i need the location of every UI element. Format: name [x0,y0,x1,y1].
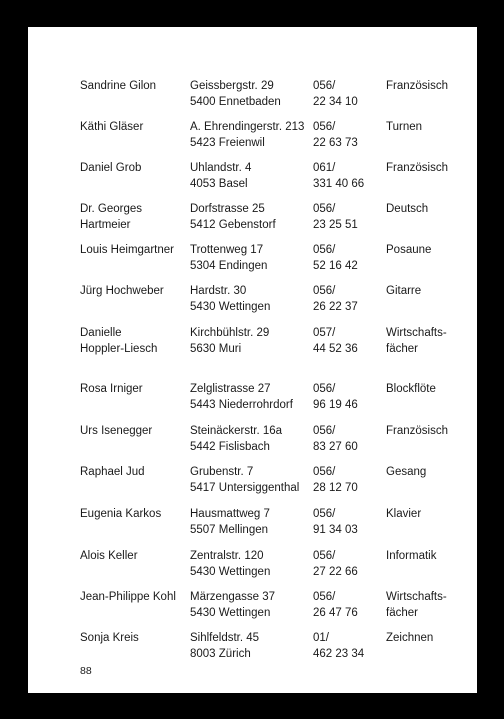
address-city: 5417 Untersiggenthal [190,482,300,494]
phone-number: 26 47 76 [313,607,358,619]
address-street: Dorfstrasse 25 [190,203,265,215]
entry-phone [313,160,364,192]
address-city: 4053 Basel [190,178,248,190]
entry-address [190,325,269,357]
entry-phone [313,201,358,233]
subject-line: Französisch [386,80,448,92]
address-city: 5507 Mellingen [190,524,269,536]
name-line: Alois Keller [80,550,138,562]
entry-address [190,78,281,110]
phone-area-code: 056/ [313,466,336,478]
address-city: 5630 Muri [190,343,242,355]
address-city: 5430 Wettingen [190,301,271,313]
entry-address [190,119,304,151]
phone-area-code: 056/ [313,425,336,437]
phone-area-code: 056/ [313,508,336,520]
entry-subject [386,630,433,646]
subject-line: Posaune [386,244,432,256]
address-street: A. Ehrendingerstr. 213 [190,121,305,133]
entry-address [190,381,293,413]
phone-area-code: 056/ [313,550,336,562]
entry-phone [313,325,358,357]
entry-name [80,548,138,564]
name-line: Danielle [80,327,122,339]
entry-name [80,506,161,522]
entry-phone [313,548,358,580]
name-line: Jean-Philippe Kohl [80,591,176,603]
phone-number: 91 34 03 [313,524,358,536]
subject-line: Deutsch [386,203,429,215]
entry-name [80,283,164,299]
entry-address [190,201,276,233]
entry-phone [313,381,358,413]
address-street: Geissbergstr. 29 [190,80,274,92]
phone-area-code: 056/ [313,80,336,92]
name-line: Daniel Grob [80,162,142,174]
address-street: Hardstr. 30 [190,285,247,297]
entry-name [80,242,174,258]
address-street: Märzengasse 37 [190,591,276,603]
entry-subject [386,119,422,135]
entry-name [80,589,176,605]
subject-line: fächer [386,343,418,355]
phone-number: 26 22 37 [313,301,358,313]
entry-name [80,201,142,233]
address-street: Grubenstr. 7 [190,466,254,478]
name-line: Jürg Hochweber [80,285,164,297]
entry-phone [313,423,358,455]
address-street: Kirchbühlstr. 29 [190,327,270,339]
subject-line: Informatik [386,550,437,562]
entry-name [80,423,152,439]
entry-subject [386,78,448,94]
phone-number: 52 16 42 [313,260,358,272]
phone-area-code: 061/ [313,162,336,174]
entry-address [190,589,275,621]
address-city: 5400 Ennetbaden [190,96,281,108]
name-line: Käthi Gläser [80,121,144,133]
phone-area-code: 056/ [313,121,336,133]
subject-line: Wirtschafts- [386,327,447,339]
phone-number: 96 19 46 [313,399,358,411]
phone-number: 28 12 70 [313,482,358,494]
name-line: Sandrine Gilon [80,80,157,92]
entry-phone [313,464,358,496]
entry-address [190,283,270,315]
entry-subject [386,242,431,258]
page-number: 88 [80,665,92,677]
address-street: Steinäckerstr. 16a [190,425,283,437]
entry-subject [386,423,448,439]
entry-subject [386,381,436,397]
entry-name [80,630,139,646]
entry-subject [386,548,437,564]
name-line: Rosa Irniger [80,383,143,395]
phone-area-code: 056/ [313,383,336,395]
phone-area-code: 056/ [313,244,336,256]
entry-phone [313,119,358,151]
address-city: 5442 Fislisbach [190,441,270,453]
address-street: Zentralstr. 120 [190,550,264,562]
phone-area-code: 056/ [313,591,336,603]
entry-phone [313,506,358,538]
phone-area-code: 056/ [313,285,336,297]
phone-number: 22 34 10 [313,96,358,108]
entry-name [80,464,145,480]
address-street: Sihlfeldstr. 45 [190,632,260,644]
address-city: 5412 Gebenstorf [190,219,276,231]
subject-line: Französisch [386,425,448,437]
phone-number: 462 23 34 [313,648,365,660]
entry-subject [386,464,426,480]
entry-name [80,78,156,94]
phone-area-code: 056/ [313,203,336,215]
entry-address [190,464,299,496]
phone-number: 22 63 73 [313,137,358,149]
entry-phone [313,242,358,274]
entry-subject [386,506,421,522]
address-city: 5430 Wettingen [190,566,271,578]
address-street: Hausmattweg 7 [190,508,270,520]
entry-name [80,119,143,135]
entry-address [190,506,270,538]
subject-line: Wirtschafts- [386,591,447,603]
phone-number: 44 52 36 [313,343,358,355]
address-city: 5430 Wettingen [190,607,271,619]
name-line: Eugenia Karkos [80,508,162,520]
phone-number: 27 22 66 [313,566,358,578]
entry-address [190,548,270,580]
entry-address [190,423,282,455]
address-city: 5304 Endingen [190,260,268,272]
entry-phone [313,630,364,662]
address-street: Uhlandstr. 4 [190,162,252,174]
subject-line: Gitarre [386,285,422,297]
phone-number: 331 40 66 [313,178,365,190]
entry-name [80,160,141,176]
name-line: Urs Isenegger [80,425,153,437]
phone-area-code: 01/ [313,632,329,644]
name-line: Dr. Georges [80,203,142,215]
entry-subject [386,160,448,176]
entry-phone [313,283,358,315]
entry-name [80,381,143,397]
directory-page [28,27,477,693]
entry-name [80,325,157,357]
entry-phone [313,78,358,110]
address-city: 5423 Freienwil [190,137,265,149]
address-street: Trottenweg 17 [190,244,264,256]
address-city: 5443 Niederrohrdorf [190,399,293,411]
phone-number: 83 27 60 [313,441,358,453]
entry-subject [386,283,421,299]
entry-subject [386,589,447,621]
subject-line: Gesang [386,466,427,478]
subject-line: Turnen [386,121,423,133]
name-line: Sonja Kreis [80,632,139,644]
entry-subject [386,325,447,357]
entry-subject [386,201,428,217]
entry-address [190,630,259,662]
name-line: Hoppler-Liesch [80,343,158,355]
phone-area-code: 057/ [313,327,336,339]
name-line: Louis Heimgartner [80,244,174,256]
subject-line: Blockflöte [386,383,436,395]
subject-line: fächer [386,607,418,619]
subject-line: Klavier [386,508,422,520]
phone-number: 23 25 51 [313,219,358,231]
subject-line: Zeichnen [386,632,434,644]
address-street: Zelglistrasse 27 [190,383,271,395]
entry-address [190,160,251,192]
address-city: 8003 Zürich [190,648,251,660]
subject-line: Französisch [386,162,448,174]
entry-phone [313,589,358,621]
name-line: Raphael Jud [80,466,145,478]
name-line: Hartmeier [80,219,131,231]
entry-address [190,242,267,274]
